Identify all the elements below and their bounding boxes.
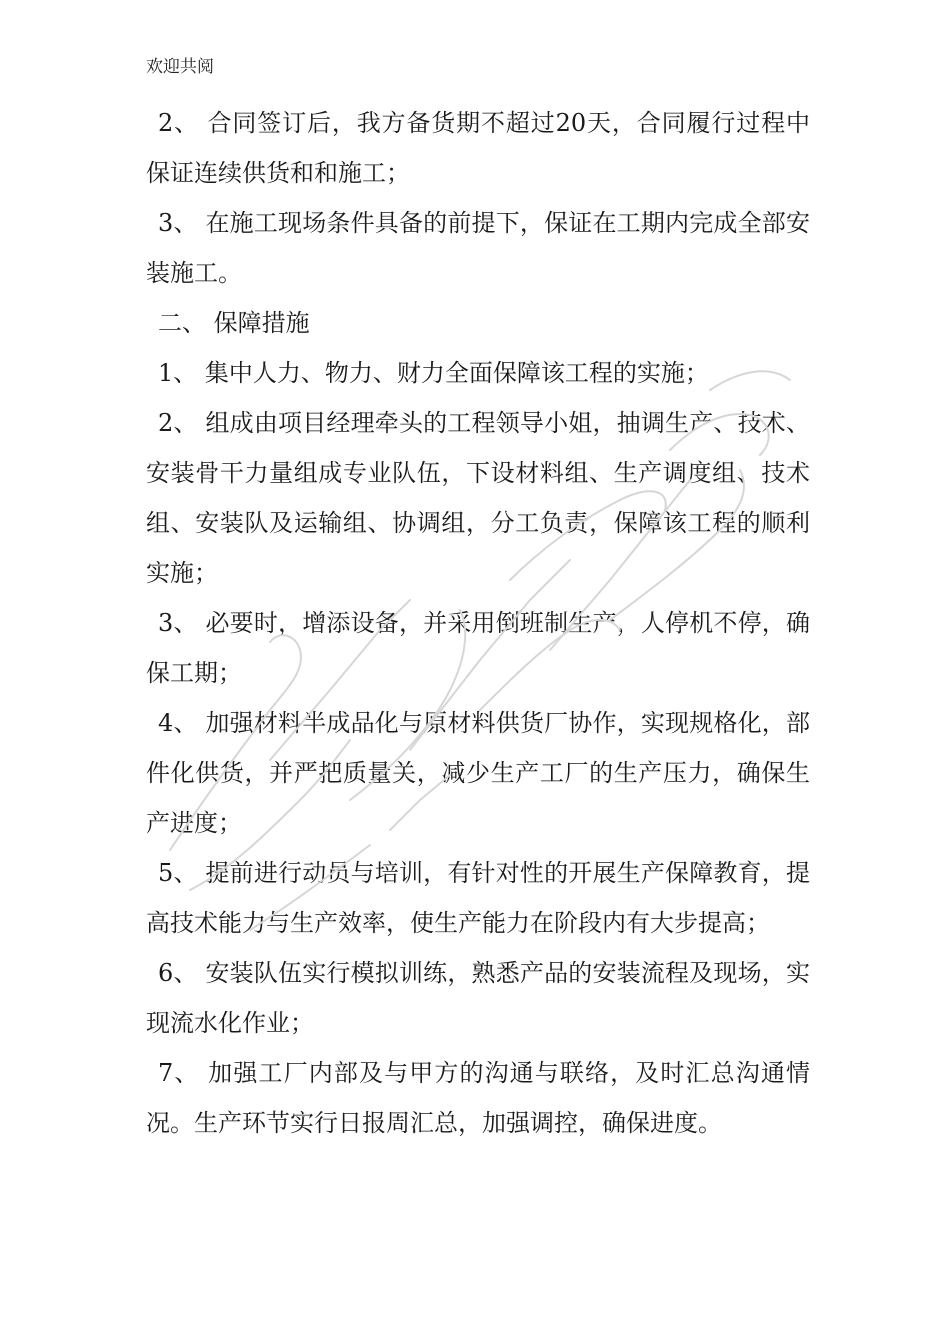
- paragraph-item: 6、 安装队伍实行模拟训练，熟悉产品的安装流程及现场，实现流水化作业；: [146, 959, 810, 1037]
- paragraph-item: 1、 集中人力、物力、财力全面保障该工程的实施；: [158, 359, 709, 387]
- paragraph-item: 5、 提前进行动员与培训，有针对性的开展生产保障教育，提高技术能力与生产效率，使生产能力在阶段内有大步提高；: [146, 859, 810, 937]
- document-body: [146, 98, 810, 1148]
- page-header: 欢迎共阅: [146, 57, 214, 77]
- paragraph-item: 4、 加强材料半成品化与原材料供货厂协作，实现规格化，部件化供货，并严把质量关，减少生产工厂的生产压力，确保生产进度；: [146, 709, 810, 837]
- paragraph-item: 3、 在施工现场条件具备的前提下，保证在工期内完成全部安装施工。: [146, 209, 810, 287]
- paragraph-item: 2、 合同签订后，我方备货期不超过20天，合同履行过程中保证连续供货和和施工；: [146, 109, 810, 187]
- paragraph-item: 7、 加强工厂内部及与甲方的沟通与联络，及时汇总沟通情况。生产环节实行日报周汇总，加强调控，确保进度。: [146, 1059, 810, 1137]
- paragraph-item: 3、 必要时，增添设备，并采用倒班制生产，人停机不停，确保工期；: [146, 609, 810, 687]
- section-heading: 二、 保障措施: [158, 309, 310, 337]
- paragraph-item: 2、 组成由项目经理牵头的工程领导小姐，抽调生产、技术、安装骨干力量组成专业队伍，下设材料组、生产调度组、技术组、安装队及运输组、协调组，分工负责，保障该工程的顺利实施；: [146, 409, 810, 587]
